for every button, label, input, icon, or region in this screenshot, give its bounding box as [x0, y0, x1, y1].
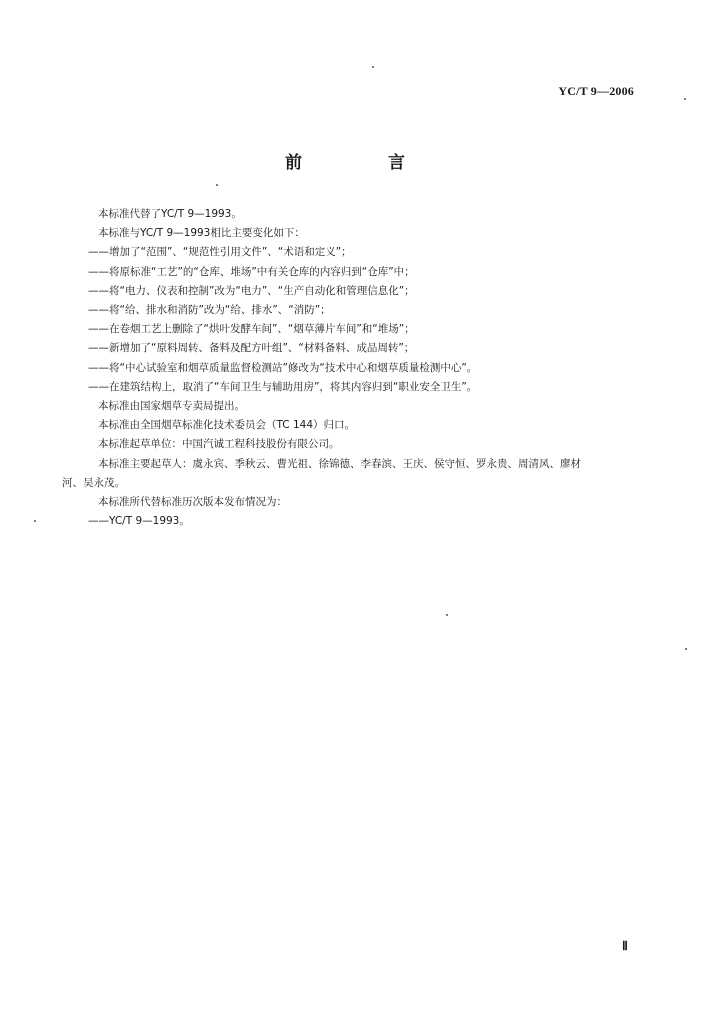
- scan-speck: [685, 648, 687, 650]
- paragraph: 本标准所代替标准历次版本发布情况为：: [98, 496, 287, 509]
- scan-speck: [684, 98, 686, 100]
- list-item: ——YC/T 9—1993。: [88, 515, 190, 528]
- list-item: ——在卷烟工艺上删除了“烘叶发酵车间”、“烟草薄片车间”和“堆场”；: [88, 323, 415, 336]
- paragraph: 本标准起草单位：中国汽诚工程科技股份有限公司。: [98, 438, 340, 451]
- list-item: ——将“给、排水和消防”改为“给、排水”、“消防”；: [88, 304, 331, 317]
- list-item: ——增加了“范围”、“规范性引用文件”、“术语和定义”；: [88, 246, 352, 259]
- scan-speck: [372, 66, 374, 68]
- scan-speck: [216, 184, 218, 186]
- foreword-body: [62, 205, 648, 531]
- paragraph: 本标准主要起草人：虞永宾、季秋云、曹光祖、徐锦德、李春滨、王庆、侯守恒、罗永贵、周清风、廖材: [98, 457, 581, 470]
- list-item: ——在建筑结构上，取消了“车间卫生与辅助用房”，将其内容归到“职业安全卫生”。: [88, 380, 478, 393]
- page-number: Ⅱ: [622, 939, 628, 953]
- list-item: ——将原标准“工艺”的“仓库、堆场”中有关仓库的内容归到“仓库”中；: [88, 265, 415, 278]
- page-title: 前 言: [285, 153, 445, 173]
- scan-speck: [446, 614, 448, 616]
- paragraph: 本标准与YC/T 9—1993相比主要变化如下：: [98, 227, 305, 240]
- list-item: ——将“中心试验室和烟草质量监督检测站”修改为“技术中心和烟草质量检测中心”。: [88, 361, 478, 374]
- list-item: ——将“电力、仪表和控制”改为“电力”、“生产自动化和管理信息化”；: [88, 284, 415, 297]
- paragraph-continuation: 河、吴永茂。: [62, 476, 125, 489]
- standard-code: YC/T 9—2006: [558, 84, 634, 98]
- paragraph: 本标准由全国烟草标准化技术委员会（TC 144）归口。: [98, 419, 356, 432]
- paragraph: 本标准由国家烟草专卖局提出。: [98, 400, 245, 413]
- list-item: ——新增加了“原料周转、备料及配方叶组”、“材料备料、成品周转”；: [88, 342, 415, 355]
- paragraph: 本标准代替了YC/T 9—1993。: [98, 208, 242, 220]
- scan-speck: [34, 520, 36, 522]
